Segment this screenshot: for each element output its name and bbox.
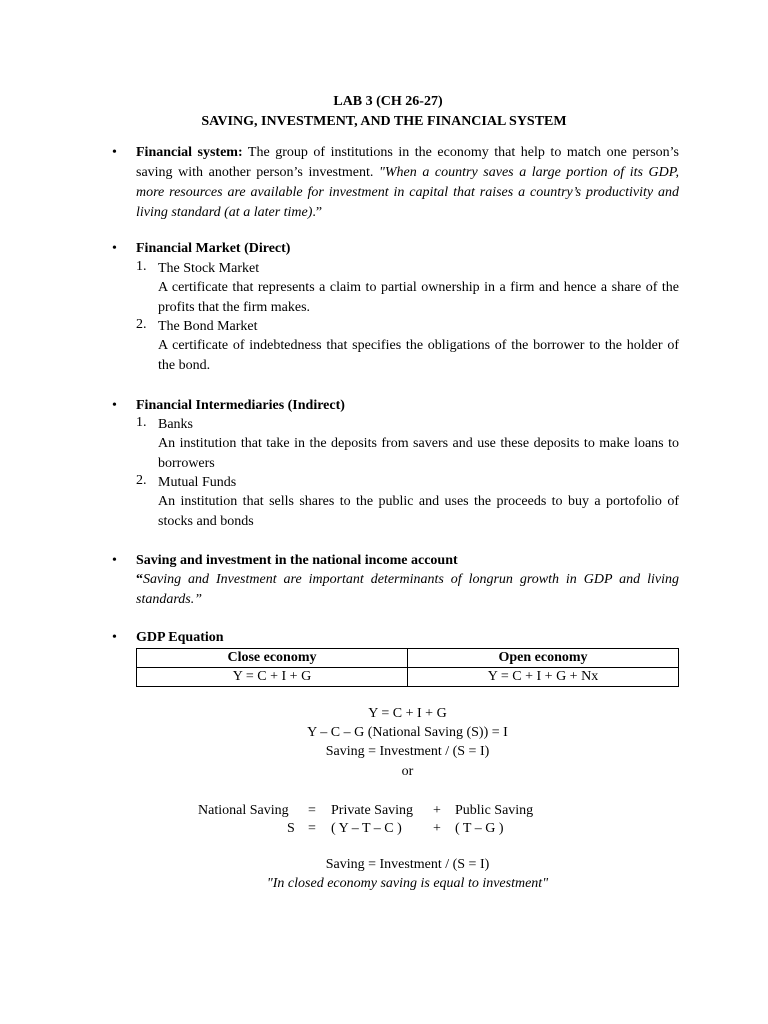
table-header-close: Close economy [137, 649, 408, 668]
plus-sign: + [433, 803, 441, 818]
mutual-funds-title: Mutual Funds [158, 475, 237, 490]
financial-system-paragraph [136, 143, 679, 223]
bullet: • [112, 553, 117, 568]
table-row [137, 668, 679, 687]
public-saving-formula: ( T – G ) [455, 821, 504, 836]
bond-market-desc: A certificate of indebtedness that specifies the obligations of the borrower to the holder of the bond. [158, 338, 679, 373]
financial-system-quote-end: .” [312, 205, 323, 220]
stock-market-title: The Stock Market [158, 261, 260, 276]
gdp-table [136, 648, 679, 687]
banks-desc: An institution that take in the deposits from savers and use these deposits to make loans to borrowers [158, 436, 679, 471]
table-cell-open: Y = C + I + G + Nx [408, 668, 679, 687]
table-header-row [137, 649, 679, 668]
closing-quote: "In closed economy saving is equal to investment" [266, 876, 549, 891]
equals-sign: = [308, 821, 316, 836]
national-saving-label: National Saving [198, 803, 289, 818]
mutual-funds-desc: An institution that sells shares to the public and uses the proceeds to buy a portofolio of stocks and bonds [158, 494, 679, 529]
or-text: or [401, 764, 414, 779]
equation-gdp: Y = C + I + G [368, 706, 447, 721]
quote-open: “ [136, 572, 143, 587]
bond-market-title: The Bond Market [158, 319, 258, 334]
list-number: 2. [136, 317, 147, 332]
bullet: • [112, 145, 117, 160]
equation-national-saving: Y – C – G (National Saving (S)) = I [307, 725, 508, 740]
stock-market-desc: A certificate that represents a claim to partial ownership in a firm and hence a share of the profits that the firm makes. [158, 280, 679, 315]
saving-investment-heading: Saving and investment in the national income account [136, 553, 458, 568]
gdp-equation-heading: GDP Equation [136, 630, 224, 645]
public-saving-label: Public Saving [455, 803, 534, 818]
equation-saving-investment: Saving = Investment / (S = I) [325, 744, 490, 759]
list-number: 1. [136, 415, 147, 430]
private-saving-formula: ( Y – T – C ) [331, 821, 402, 836]
list-number: 2. [136, 473, 147, 488]
saving-investment-quote-text: Saving and Investment are important determinants of longrun growth in GDP and living standards. [136, 572, 679, 607]
saving-investment-quote [136, 570, 679, 610]
financial-system-definition: The group of institutions in the economy that help to match one person’s saving with another person’s investment. [136, 145, 679, 180]
s-label: S [287, 821, 295, 836]
table-cell-close: Y = C + I + G [137, 668, 408, 687]
plus-sign: + [433, 821, 441, 836]
financial-system-term: Financial system: [136, 145, 243, 160]
bullet: • [112, 630, 117, 645]
financial-intermediaries-heading: Financial Intermediaries (Indirect) [136, 398, 345, 413]
table-header-open: Open economy [408, 649, 679, 668]
private-saving-label: Private Saving [331, 803, 414, 818]
financial-system-quote: "When a country saves a large portion of its GDP, more resources are available for investment in capital that raises a country’s productivity and living standard (at a later time) [136, 165, 679, 220]
bullet: • [112, 398, 117, 413]
equation-saving-investment-2: Saving = Investment / (S = I) [325, 857, 490, 872]
lab-title: LAB 3 (CH 26-27) [333, 94, 443, 109]
financial-market-heading: Financial Market (Direct) [136, 241, 291, 256]
banks-title: Banks [158, 417, 193, 432]
bullet: • [112, 241, 117, 256]
document-title: SAVING, INVESTMENT, AND THE FINANCIAL SYSTEM [201, 114, 567, 129]
quote-close: ” [194, 592, 203, 607]
equals-sign: = [308, 803, 316, 818]
list-number: 1. [136, 259, 147, 274]
